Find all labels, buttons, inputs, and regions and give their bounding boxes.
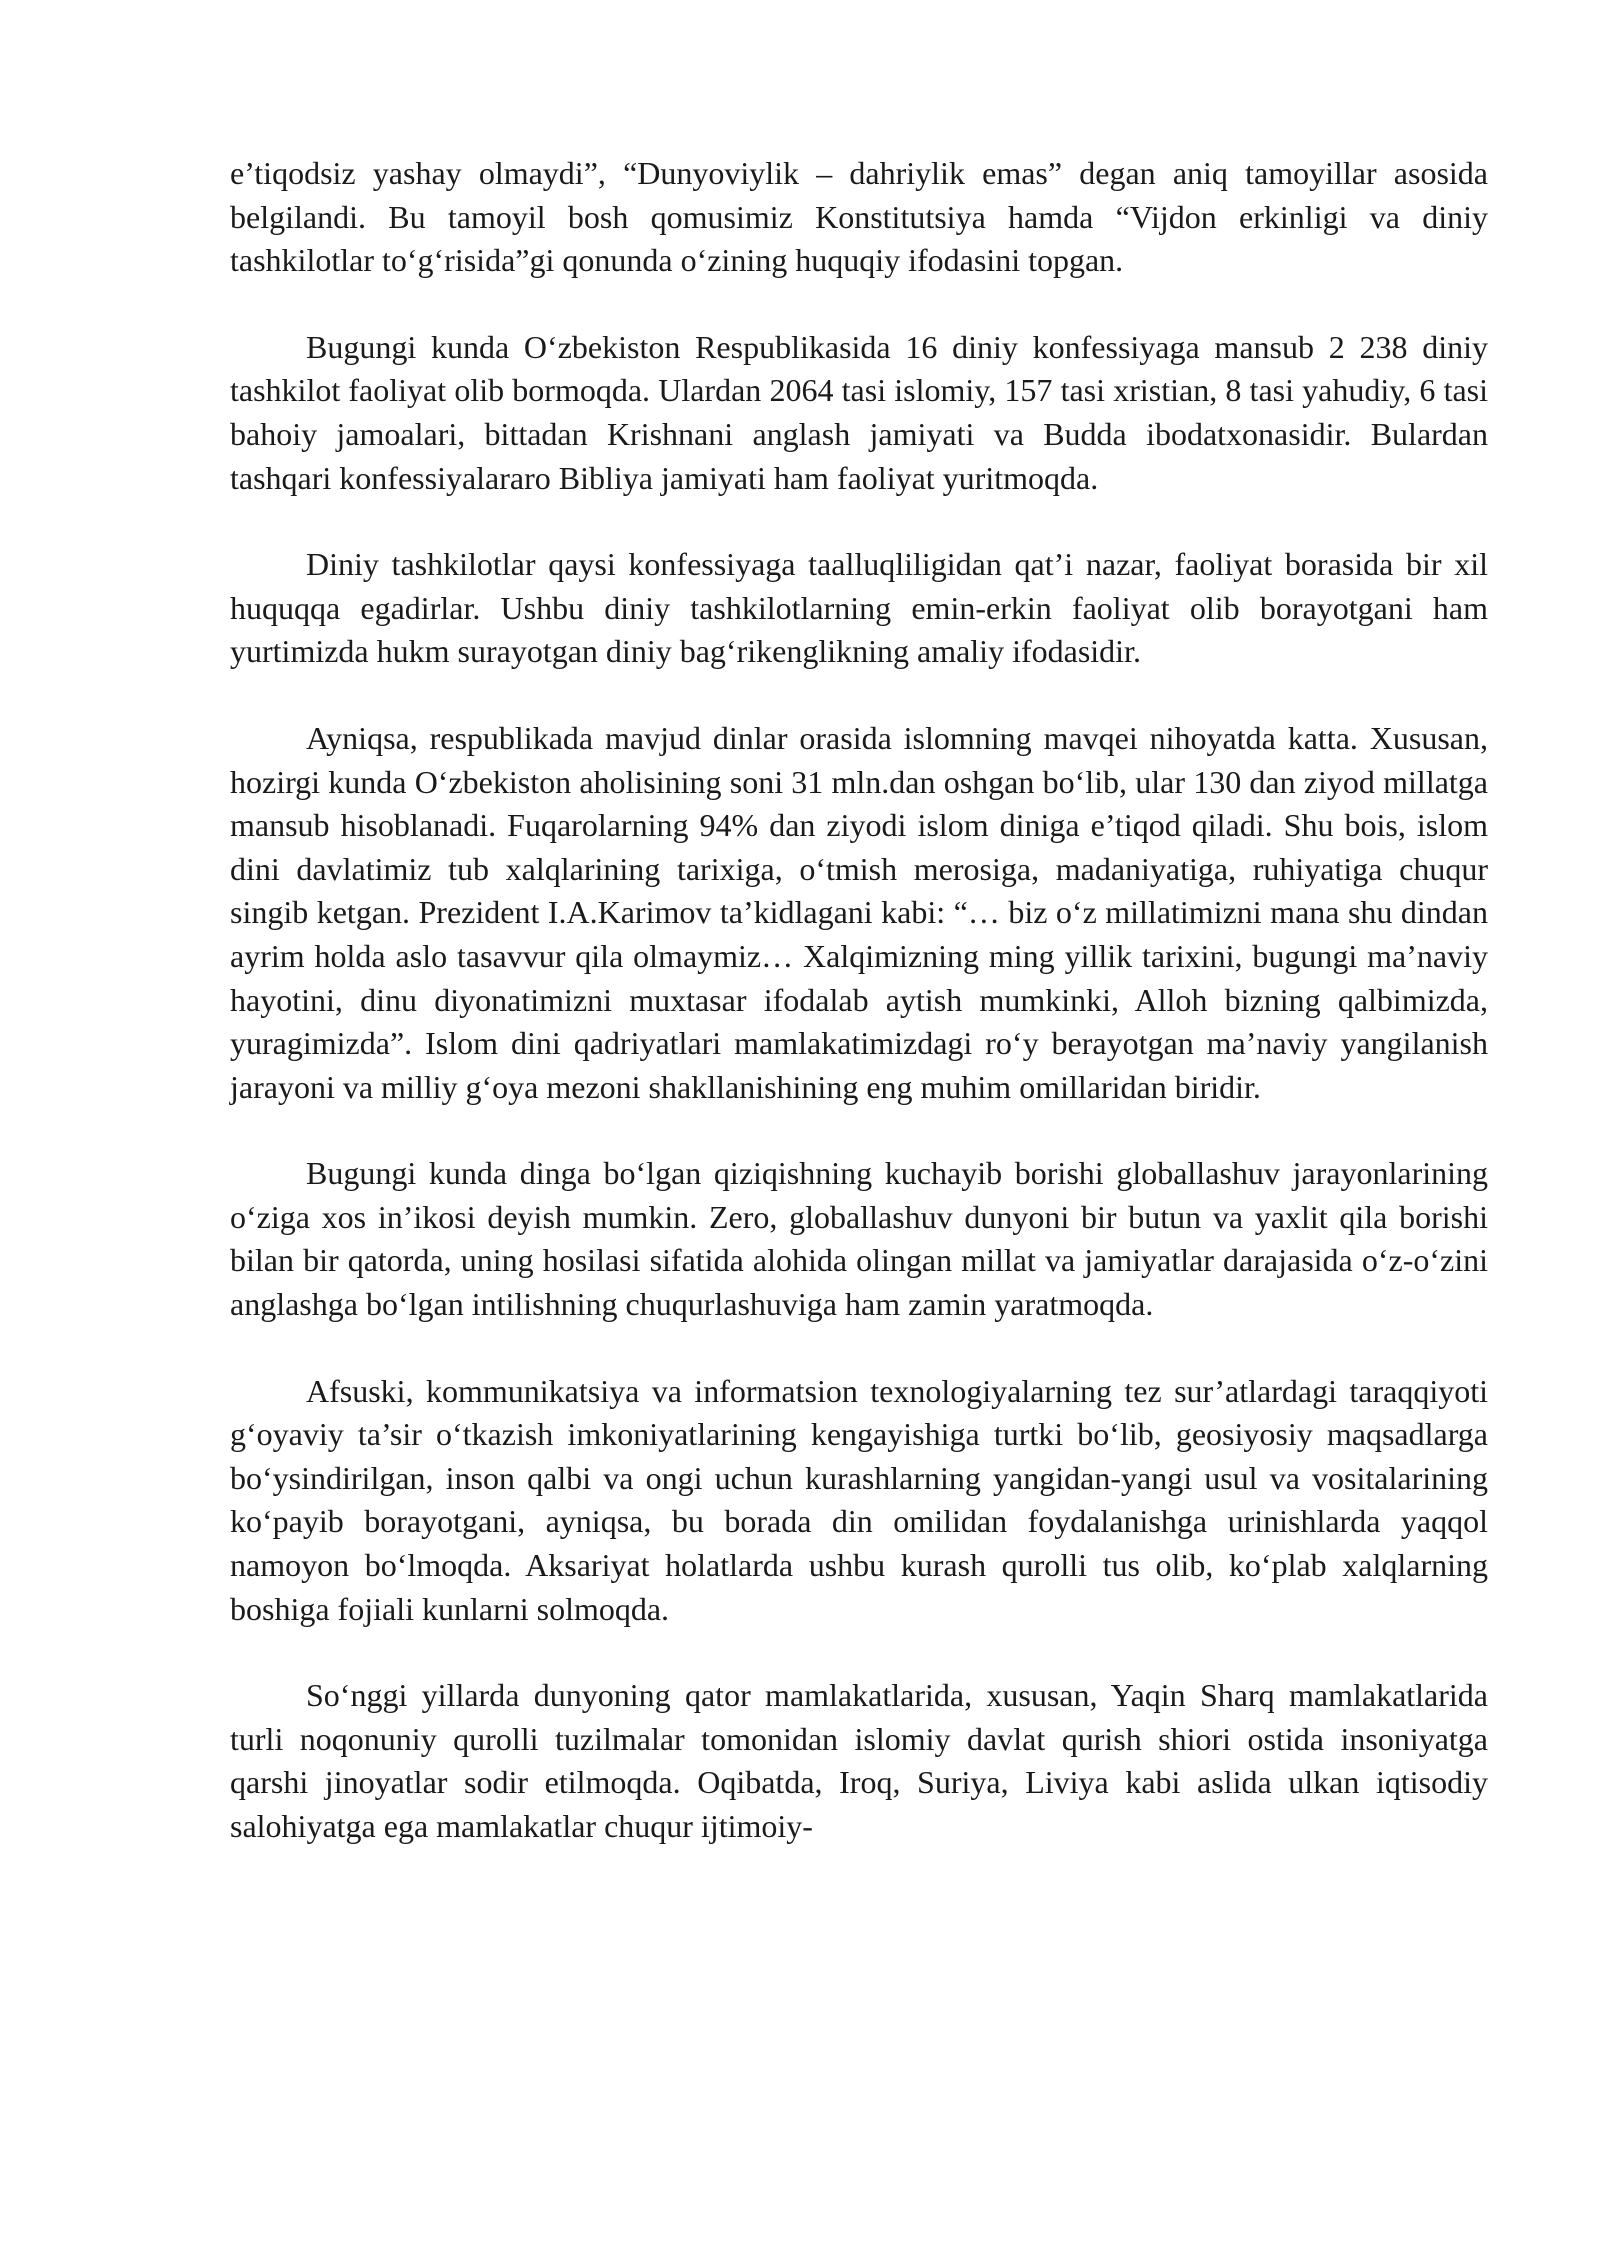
paragraph-continuation: e’tiqodsiz yashay olmaydi”, “Dunyoviylik – dahriylik emas” degan aniq tamoyillar asosida belgilandi. Bu tamoyil bosh qomusimiz Konstitutsiya hamda “Vijdon erkinligi va diniy tashkilotlar to‘g‘risida”gi qonunda o‘zining huquqiy ifodasini topgan. bbox=[230, 155, 1488, 279]
paragraph-information-technologies: Afsuski, kommunikatsiya va informatsion texnologiyalarning tez sur’atlardagi taraqqiyoti g‘oyaviy ta’sir o‘tkazish imkoniyatlarining kengayishiga turtki bo‘lib, geosiyosiy maqsadlarga bo‘ysindirilgan, inson qalbi va ongi uchun kurashlarning yangidan-yangi usul va vositalarining ko‘payib borayotgani, ayniqsa, bu borada din omilidan foydalanishga urinishlarda yaqqol namoyon bo‘lmoqda. Aksariyat holatlarda ushbu kurash qurolli tus olib, ko‘plab xalqlarning boshiga fojiali kunlarni solmoqda. bbox=[230, 1372, 1488, 1627]
paragraph-islam-role: Ayniqsa, respublikada mavjud dinlar orasida islomning mavqei nihoyatda katta. Xususan, hozirgi kunda O‘zbekiston aholisining soni 31 mln.dan oshgan bo‘lib, ular 130 dan ziyod millatga mansub hisoblanadi. Fuqarolarning 94% dan ziyodi islom diniga e’tiqod qiladi. Shu bois, islom dini davlatimiz tub xalqlarining tarixiga, o‘tmish merosiga, madaniyatiga, ruhiyatiga chuqur singib ketgan. Prezident I.A.Karimov ta’kidlagani kabi: “… biz o‘z millatimizni mana shu dindan ayrim holda aslo tasavvur qila olmaymiz… Xalqimizning ming yillik tarixini, bugungi ma’naviy hayotini, dinu diyonatimizni muxtasar ifodalab aytish mumkinki, Alloh bizning qalbimizda, yuragimizda”. Islom dini qadriyatlari mamlakatimizdagi ro‘y berayotgan ma’naviy yangilanish jarayoni va milliy g‘oya mezoni shakllanishining eng muhim omillaridan biridir. bbox=[230, 719, 1488, 1105]
paragraph-middle-east: So‘nggi yillarda dunyoning qator mamlakatlarida, xususan, Yaqin Sharq mamlakatlarida turli noqonuniy qurolli tuzilmalar tomonidan islomiy davlat qurish shiori ostida insoniyatga qarshi jinoyatlar sodir etilmoqda. Oqibatda, Iroq, Suriya, Liviya kabi aslida ulkan iqtisodiy salohiyatga ega mamlakatlar chuqur ijtimoiy- bbox=[230, 1677, 1488, 1844]
paragraph-confessions: Bugungi kunda O‘zbekiston Respublikasida 16 diniy konfessiyaga mansub 2 238 diniy tashkilot faoliyat olib bormoqda. Ulardan 2064 tasi islomiy, 157 tasi xristian, 8 tasi yahudiy, 6 tasi bahoiy jamoalari, bittadan Krishnani anglash jamiyati va Budda ibodatxonasidir. Bulardan tashqari konfessiyalararo Bibliya jamiyati ham faoliyat yuritmoqda. bbox=[230, 328, 1488, 496]
paragraph-religious-organizations: Diniy tashkilotlar qaysi konfessiyaga taalluqliligidan qat’i nazar, faoliyat borasida bir xil huquqqa egadirlar. Ushbu diniy tashkilotlarning emin-erkin faoliyat olib borayotgani ham yurtimizda hukm surayotgan diniy bag‘rikenglikning amaliy ifodasidir. bbox=[230, 546, 1488, 670]
paragraph-globalization: Bugungi kunda dinga bo‘lgan qiziqishning kuchayib borishi globallashuv jarayonlarining o‘ziga xos in’ikosi deyish mumkin. Zero, globallashuv dunyoni bir butun va yaxlit qila borishi bilan bir qatorda, uning hosilasi sifatida alohida olingan millat va jamiyatlar darajasida o‘z-o‘zini anglashga bo‘lgan intilishning chuqurlashuviga ham zamin yaratmoqda. bbox=[230, 1155, 1488, 1323]
document-page bbox=[230, 152, 1488, 1849]
